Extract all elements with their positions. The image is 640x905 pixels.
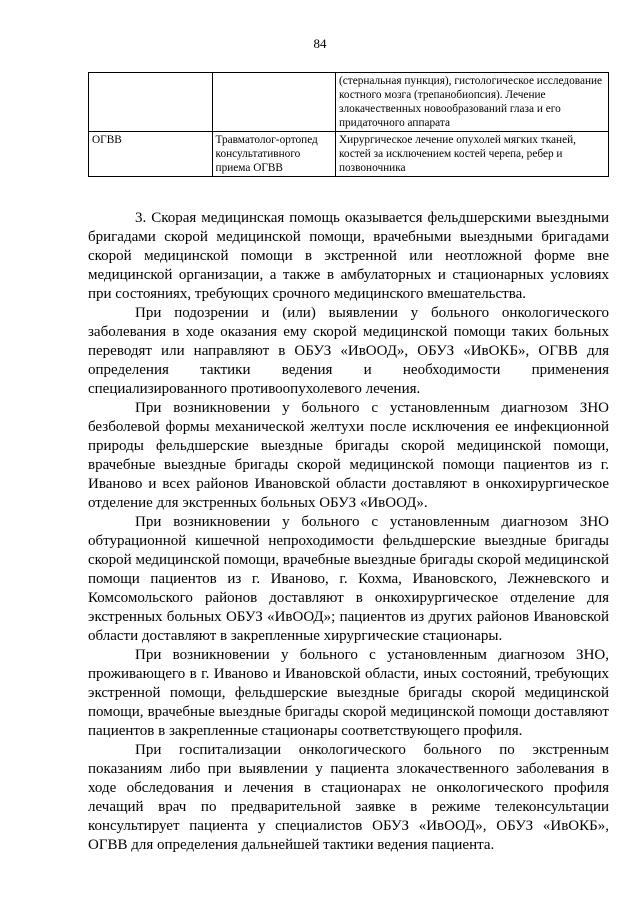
table-cell: Хирургическое лечение опухолей мягких тканей, костей за исключением костей черепа, ребер и позвоночника [335, 132, 608, 177]
paragraph: При возникновении у больного с установленным диагнозом ЗНО безболевой формы механической желтухи после исключения ее инфекционной природы фельдшерские выездные бригады скорой медицинской помощи, врачебные выездные бригады скорой медицинской помощи пациентов из г. Иваново и всех районов Ивановской области доставляют в онкохирургическое отделение для экстренных больных ОБУЗ «ИвООД». [88, 400, 609, 511]
table-row [89, 132, 609, 177]
table-cell: (стернальная пункция), гистологическое исследование костного мозга (трепанобиопсия). Лечение злокачественных новообразований глаза и его придаточного аппарата [335, 73, 608, 132]
paragraph: При возникновении у больного с установленным диагнозом ЗНО, проживающего в г. Иваново и Ивановской области, иных состояний, требующих экстренной помощи, фельдшерские выездные бригады скорой медицинской помощи, врачебные выездные бригады скорой медицинской помощи доставляют пациентов в закрепленные стационары соответствующего профиля. [88, 647, 609, 739]
paragraph: 3. Скорая медицинская помощь оказывается фельдшерскими выездными бригадами скорой медицинской помощи, врачебными выездными бригадами скорой медицинской помощи в экстренной или неотложной форме вне медицинской организации, а также в амбулаторных и стационарных условиях при состояниях, требующих срочного медицинского вмешательства. [88, 210, 609, 302]
paragraph: При подозрении и (или) выявлении у больного онкологического заболевания в ходе оказания ему скорой медицинской помощи таких больных переводят или направляют в ОБУЗ «ИвООД», ОБУЗ «ИвОКБ», ОГВВ для определения тактики ведения и необходимости применения специализированного противоопухолевого лечения. [88, 305, 609, 397]
table-cell [89, 73, 213, 132]
page-number: 84 [313, 36, 327, 51]
paragraph: При госпитализации онкологического больного по экстренным показаниям либо при выявлении у пациента злокачественного заболевания в ходе обследования и лечения в стационарах не онкологического профиля лечащий врач по предварительной заявке в режиме телеконсультации консультирует пациента у специалистов ОБУЗ «ИвООД», ОБУЗ «ИвОКБ», ОГВВ для определения дальнейшей тактики ведения пациента. [88, 742, 609, 853]
table-cell: ОГВВ [89, 132, 213, 177]
table-cell [212, 73, 335, 132]
services-table [88, 72, 609, 177]
paragraph: При возникновении у больного с установленным диагнозом ЗНО обтурационной кишечной непроходимости фельдшерские выездные бригады скорой медицинской помощи, врачебные выездные бригады скорой медицинской помощи пациентов из г. Иваново, г. Кохма, Ивановского, Лежневского и Комсомольского районов доставляют в онкохирургическое отделение для экстренных больных ОБУЗ «ИвООД»; пациентов из других районов Ивановской области доставляют в закрепленные хирургические стационары. [88, 514, 610, 644]
table-cell: Травматолог-ортопед консультативного приема ОГВВ [212, 132, 335, 177]
table-row [89, 73, 609, 132]
document-body [88, 209, 609, 855]
